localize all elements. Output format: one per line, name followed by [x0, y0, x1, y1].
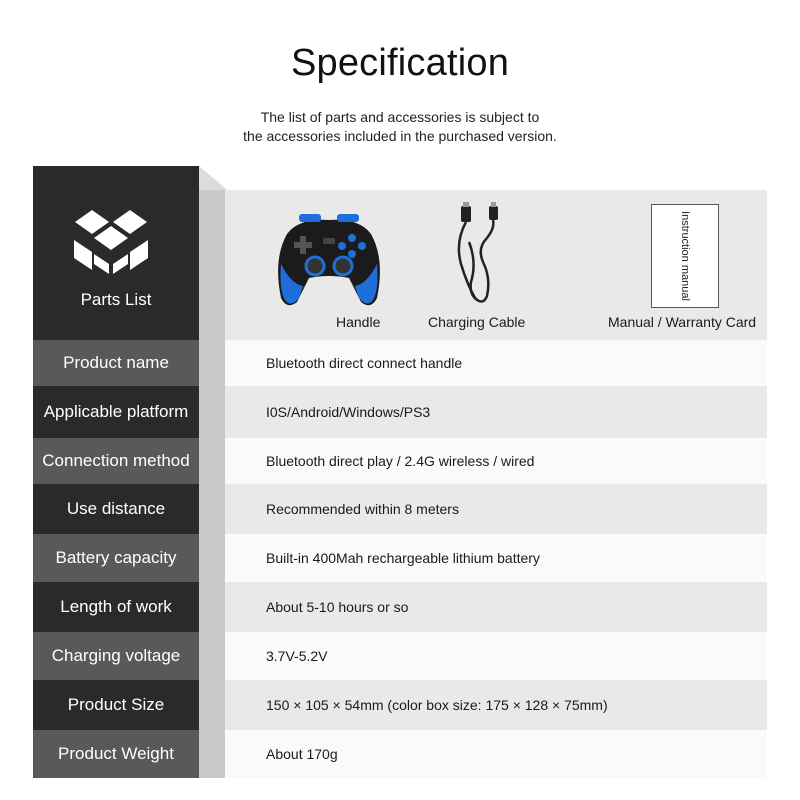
- availability-note: [0, 108, 800, 146]
- value-battery-capacity: Built-in 400Mah rechargeable lithium battery: [225, 534, 767, 582]
- page-title: Specification: [290, 42, 510, 84]
- column-shadow: [199, 166, 227, 778]
- parts-list-label: Parts List: [80, 290, 152, 309]
- value-charging-voltage: 3.7V-5.2V: [225, 632, 767, 680]
- spec-value-column: [225, 190, 767, 778]
- manual-card-text: Instruction manual: [679, 211, 691, 301]
- label-product-size: Product Size: [33, 680, 199, 730]
- label-product-weight: Product Weight: [33, 730, 199, 778]
- open-box-icon: [70, 204, 152, 276]
- manual-card-image: [651, 204, 719, 308]
- label-length-of-work: Length of work: [33, 582, 199, 632]
- label-applicable-platform: Applicable platform: [33, 386, 199, 438]
- availability-note-line1: The list of parts and accessories is subject to: [260, 109, 540, 125]
- value-length-of-work: About 5-10 hours or so: [225, 582, 767, 632]
- label-connection-method: Connection method: [33, 438, 199, 484]
- value-product-size: 150 × 105 × 54mm (color box size: 175 × 128 × 75mm): [225, 680, 767, 730]
- value-use-distance: Recommended within 8 meters: [225, 484, 767, 534]
- part-caption-manual: Manual / Warranty Card: [608, 314, 757, 330]
- label-use-distance: Use distance: [33, 484, 199, 534]
- controller-image: [269, 204, 389, 314]
- value-applicable-platform: I0S/Android/Windows/PS3: [225, 386, 767, 438]
- value-product-name: Bluetooth direct connect handle: [225, 340, 767, 386]
- label-battery-capacity: Battery capacity: [33, 534, 199, 582]
- part-caption-cable: Charging Cable: [428, 314, 526, 330]
- parts-list-header: [33, 166, 199, 340]
- label-product-name: Product name: [33, 340, 199, 386]
- value-connection-method: Bluetooth direct play / 2.4G wireless / wired: [225, 438, 767, 484]
- availability-note-line2: the accessories included in the purchased version.: [243, 128, 557, 144]
- charging-cable-image: [447, 202, 517, 307]
- spec-label-column: [33, 166, 199, 778]
- parts-list-panel: [225, 190, 767, 340]
- label-charging-voltage: Charging voltage: [33, 632, 199, 680]
- value-product-weight: About 170g: [225, 730, 767, 778]
- part-caption-handle: Handle: [336, 314, 381, 330]
